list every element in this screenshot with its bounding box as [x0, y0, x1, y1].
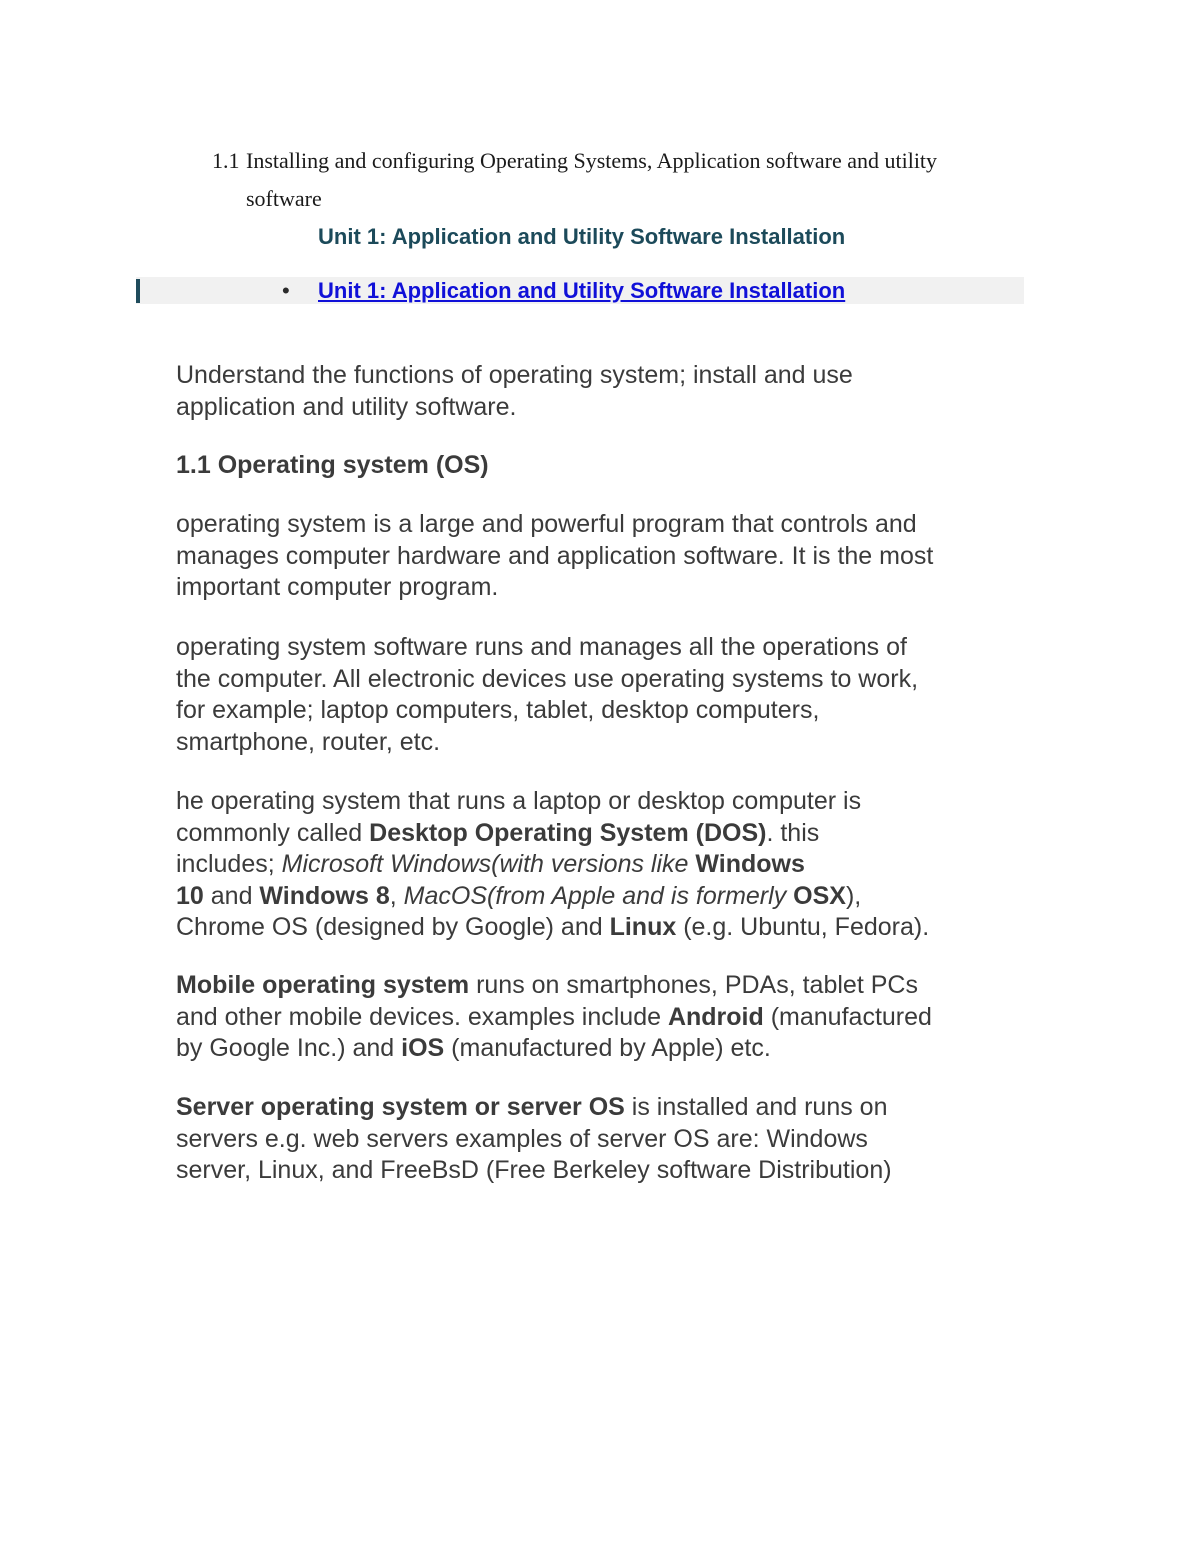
nav-accent-bar — [136, 279, 140, 303]
unit-title: Unit 1: Application and Utility Software Installation — [318, 224, 846, 249]
bold-term: Windows — [695, 850, 805, 878]
bold-term: iOS — [401, 1034, 445, 1062]
text-run: (e.g. Ubuntu, Fedora). — [676, 913, 930, 941]
intro-line: application and utility software. — [176, 392, 517, 421]
paragraph-line: smartphone, router, etc. — [176, 727, 441, 756]
paragraph-line: the computer. All electronic devices use operating systems to work, — [176, 664, 919, 693]
paragraph-line — [176, 970, 1036, 1002]
text-run: commonly called — [176, 818, 370, 847]
section-heading: 1.1 Operating system (OS) — [176, 451, 489, 479]
text-run: is installed and runs on — [624, 1093, 888, 1121]
paragraph-line: important computer program. — [176, 573, 499, 601]
paragraph-line — [176, 1092, 1036, 1124]
text-run: (manufactured — [763, 1002, 932, 1031]
text-run: . this — [766, 818, 820, 847]
unit-link[interactable]: Unit 1: Application and Utility Software Installation — [318, 278, 846, 303]
paragraph-line: he operating system that runs a laptop or desktop computer is — [176, 787, 862, 815]
text-run: Chrome OS (designed by Google) and — [176, 913, 610, 941]
bold-term: OSX — [793, 881, 846, 910]
text-run: (manufactured by Apple) etc. — [444, 1034, 771, 1062]
document-heading — [212, 142, 1012, 218]
bold-term: Server operating system or server OS — [176, 1093, 625, 1121]
heading-title-line1: Installing and configuring Operating Systems, Application software and utility — [246, 148, 938, 173]
paragraph-line: manages computer hardware and application software. It is the most — [176, 541, 934, 570]
paragraph-server-os — [176, 1092, 1036, 1187]
text-run: by Google Inc.) and — [176, 1034, 402, 1062]
bold-term: Desktop Operating System (DOS) — [369, 818, 767, 847]
paragraph-line — [176, 849, 1036, 881]
paragraph-line — [176, 818, 1036, 850]
text-run: , — [389, 881, 404, 910]
paragraph-line: operating system is a large and powerful program that controls and — [176, 510, 917, 538]
italic-term: MacOS(from Apple and is formerly — [403, 881, 794, 910]
paragraph-definition — [176, 509, 1036, 604]
paragraph-line — [176, 1002, 1036, 1034]
bold-term: Android — [667, 1002, 764, 1031]
paragraph-line: server, Linux, and FreeBsD (Free Berkeley software Distribution) — [176, 1156, 892, 1184]
bold-term: Linux — [609, 913, 677, 941]
heading-title-line2: software — [246, 186, 322, 211]
bold-term: Mobile operating system — [176, 971, 470, 999]
bullet-icon: • — [282, 278, 290, 303]
italic-term: Microsoft Windows(with versions like — [281, 850, 696, 878]
intro-line: Understand the functions of operating system; install and use — [176, 361, 853, 389]
text-run: ), — [845, 881, 862, 910]
text-run: and — [203, 881, 260, 910]
text-run: includes; — [176, 850, 282, 878]
paragraph-line: operating system software runs and manages all the operations of — [176, 633, 907, 661]
paragraph-mobile-os — [176, 970, 1036, 1065]
text-run: and other mobile devices. examples include — [176, 1002, 668, 1031]
paragraph-operations — [176, 632, 1036, 758]
paragraph-line — [176, 1033, 1036, 1065]
paragraph-line — [176, 881, 1036, 913]
paragraph-line: for example; laptop computers, tablet, desktop computers, — [176, 696, 820, 724]
heading-number: 1.1 — [212, 148, 240, 173]
paragraph-line — [176, 912, 1036, 944]
paragraph-line: servers e.g. web servers examples of server OS are: Windows — [176, 1124, 868, 1153]
bold-term: 10 — [176, 881, 204, 910]
bold-term: Windows 8 — [259, 881, 390, 910]
paragraph-desktop-os — [176, 786, 1036, 944]
intro-paragraph — [176, 360, 1036, 423]
text-run: runs on smartphones, PDAs, tablet PCs — [469, 971, 918, 999]
